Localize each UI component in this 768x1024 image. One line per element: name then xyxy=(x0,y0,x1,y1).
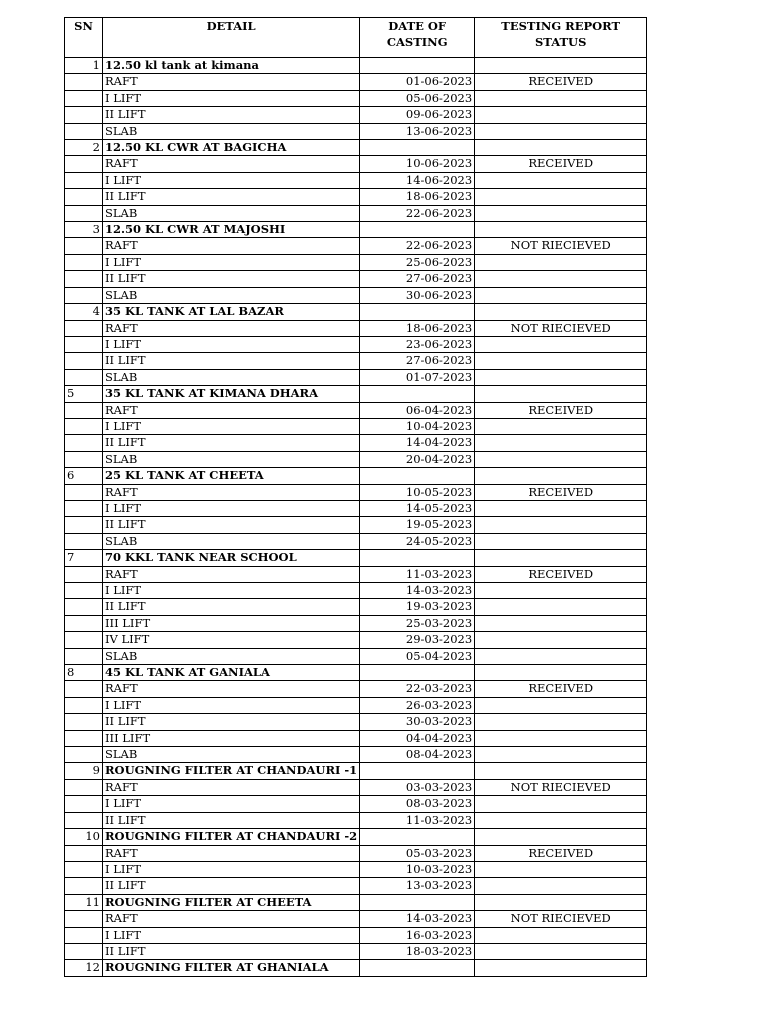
table-row xyxy=(65,878,647,894)
group-header-row xyxy=(65,222,647,238)
status-cell xyxy=(475,418,647,434)
empty-sn-cell xyxy=(65,451,103,467)
empty-sn-cell xyxy=(65,796,103,812)
group-header-row xyxy=(65,829,647,845)
status-cell xyxy=(475,287,647,303)
component-name: RAFT xyxy=(103,779,360,795)
empty-sn-cell xyxy=(65,74,103,90)
component-name: II LIFT xyxy=(103,714,360,730)
empty-date-cell xyxy=(360,763,475,779)
testing-report-status: NOT RIECIEVED xyxy=(475,911,647,927)
status-cell xyxy=(475,107,647,123)
empty-date-cell xyxy=(360,58,475,74)
serial-number: 12 xyxy=(65,960,103,976)
empty-sn-cell xyxy=(65,615,103,631)
status-cell xyxy=(475,861,647,877)
casting-date: 18-06-2023 xyxy=(360,320,475,336)
casting-date: 10-06-2023 xyxy=(360,156,475,172)
component-name: I LIFT xyxy=(103,90,360,106)
casting-date: 23-06-2023 xyxy=(360,336,475,352)
status-cell xyxy=(475,878,647,894)
casting-date: 01-06-2023 xyxy=(360,74,475,90)
casting-date: 09-06-2023 xyxy=(360,107,475,123)
serial-number: 11 xyxy=(65,894,103,910)
status-cell xyxy=(475,615,647,631)
header-date-of-casting: DATE OF CASTING xyxy=(360,18,475,58)
component-name: SLAB xyxy=(103,123,360,139)
casting-date: 05-06-2023 xyxy=(360,90,475,106)
table-row xyxy=(65,353,647,369)
empty-sn-cell xyxy=(65,599,103,615)
casting-date: 16-03-2023 xyxy=(360,927,475,943)
component-name: SLAB xyxy=(103,451,360,467)
component-name: RAFT xyxy=(103,911,360,927)
casting-date: 05-03-2023 xyxy=(360,845,475,861)
table-row xyxy=(65,845,647,861)
component-name: II LIFT xyxy=(103,435,360,451)
empty-sn-cell xyxy=(65,730,103,746)
group-title: 12.50 kl tank at kimana xyxy=(103,58,360,74)
table-row xyxy=(65,484,647,500)
component-name: RAFT xyxy=(103,845,360,861)
component-name: RAFT xyxy=(103,320,360,336)
component-name: RAFT xyxy=(103,566,360,582)
table-row xyxy=(65,402,647,418)
empty-status-cell xyxy=(475,829,647,845)
empty-sn-cell xyxy=(65,123,103,139)
casting-date: 22-06-2023 xyxy=(360,238,475,254)
empty-status-cell xyxy=(475,665,647,681)
table-row xyxy=(65,796,647,812)
table-row xyxy=(65,500,647,516)
serial-number: 6 xyxy=(65,468,103,484)
casting-date: 13-06-2023 xyxy=(360,123,475,139)
status-cell xyxy=(475,812,647,828)
component-name: II LIFT xyxy=(103,943,360,959)
table-row xyxy=(65,943,647,959)
component-name: SLAB xyxy=(103,205,360,221)
component-name: II LIFT xyxy=(103,878,360,894)
casting-date: 03-03-2023 xyxy=(360,779,475,795)
status-cell xyxy=(475,123,647,139)
casting-date: 08-04-2023 xyxy=(360,747,475,763)
empty-status-cell xyxy=(475,468,647,484)
empty-date-cell xyxy=(360,960,475,976)
table-row xyxy=(65,697,647,713)
status-cell xyxy=(475,599,647,615)
group-header-row xyxy=(65,304,647,320)
serial-number: 7 xyxy=(65,550,103,566)
table-row xyxy=(65,632,647,648)
casting-report-table xyxy=(64,17,647,977)
empty-sn-cell xyxy=(65,878,103,894)
casting-date: 30-03-2023 xyxy=(360,714,475,730)
component-name: II LIFT xyxy=(103,189,360,205)
table-row xyxy=(65,435,647,451)
table-row xyxy=(65,681,647,697)
empty-date-cell xyxy=(360,222,475,238)
group-header-row xyxy=(65,140,647,156)
empty-sn-cell xyxy=(65,402,103,418)
empty-status-cell xyxy=(475,550,647,566)
serial-number: 3 xyxy=(65,222,103,238)
empty-sn-cell xyxy=(65,861,103,877)
casting-date: 10-03-2023 xyxy=(360,861,475,877)
empty-date-cell xyxy=(360,550,475,566)
status-cell xyxy=(475,435,647,451)
group-title: 70 KKL TANK NEAR SCHOOL xyxy=(103,550,360,566)
status-cell xyxy=(475,205,647,221)
table-row xyxy=(65,189,647,205)
casting-date: 14-05-2023 xyxy=(360,500,475,516)
table-row xyxy=(65,861,647,877)
table-row xyxy=(65,566,647,582)
table-row xyxy=(65,911,647,927)
empty-date-cell xyxy=(360,829,475,845)
casting-date: 27-06-2023 xyxy=(360,271,475,287)
table-row xyxy=(65,583,647,599)
casting-date: 25-03-2023 xyxy=(360,615,475,631)
casting-date: 04-04-2023 xyxy=(360,730,475,746)
casting-date: 18-06-2023 xyxy=(360,189,475,205)
component-name: RAFT xyxy=(103,156,360,172)
casting-date: 11-03-2023 xyxy=(360,812,475,828)
group-header-row xyxy=(65,960,647,976)
component-name: IV LIFT xyxy=(103,632,360,648)
empty-status-cell xyxy=(475,222,647,238)
status-cell xyxy=(475,336,647,352)
testing-report-status: RECEIVED xyxy=(475,845,647,861)
group-header-row xyxy=(65,58,647,74)
casting-date: 20-04-2023 xyxy=(360,451,475,467)
table-row xyxy=(65,730,647,746)
table-row xyxy=(65,615,647,631)
status-cell xyxy=(475,747,647,763)
status-cell xyxy=(475,583,647,599)
empty-sn-cell xyxy=(65,336,103,352)
empty-sn-cell xyxy=(65,714,103,730)
table-row xyxy=(65,107,647,123)
empty-sn-cell xyxy=(65,418,103,434)
table-row xyxy=(65,418,647,434)
empty-sn-cell xyxy=(65,845,103,861)
table-row xyxy=(65,172,647,188)
status-cell xyxy=(475,90,647,106)
table-row xyxy=(65,205,647,221)
status-cell xyxy=(475,172,647,188)
empty-sn-cell xyxy=(65,90,103,106)
status-cell xyxy=(475,927,647,943)
component-name: I LIFT xyxy=(103,796,360,812)
table-row xyxy=(65,451,647,467)
group-header-row xyxy=(65,763,647,779)
casting-date: 11-03-2023 xyxy=(360,566,475,582)
group-header-row xyxy=(65,550,647,566)
empty-sn-cell xyxy=(65,320,103,336)
table-row xyxy=(65,747,647,763)
component-name: I LIFT xyxy=(103,418,360,434)
status-cell xyxy=(475,533,647,549)
table-row xyxy=(65,156,647,172)
header-sn: SN xyxy=(65,18,103,58)
serial-number: 8 xyxy=(65,665,103,681)
testing-report-status: NOT RIECIEVED xyxy=(475,779,647,795)
component-name: SLAB xyxy=(103,287,360,303)
empty-date-cell xyxy=(360,304,475,320)
casting-date: 22-03-2023 xyxy=(360,681,475,697)
empty-date-cell xyxy=(360,665,475,681)
component-name: SLAB xyxy=(103,648,360,664)
component-name: II LIFT xyxy=(103,107,360,123)
status-cell xyxy=(475,271,647,287)
casting-date: 22-06-2023 xyxy=(360,205,475,221)
table-row xyxy=(65,123,647,139)
testing-report-status: RECEIVED xyxy=(475,566,647,582)
casting-date: 18-03-2023 xyxy=(360,943,475,959)
serial-number: 10 xyxy=(65,829,103,845)
empty-sn-cell xyxy=(65,254,103,270)
group-header-row xyxy=(65,468,647,484)
status-cell xyxy=(475,353,647,369)
group-title: ROUGNING FILTER AT CHANDAURI -2 xyxy=(103,829,360,845)
empty-sn-cell xyxy=(65,353,103,369)
casting-date: 08-03-2023 xyxy=(360,796,475,812)
empty-status-cell xyxy=(475,140,647,156)
status-cell xyxy=(475,648,647,664)
table-row xyxy=(65,74,647,90)
casting-date: 05-04-2023 xyxy=(360,648,475,664)
testing-report-status: RECEIVED xyxy=(475,156,647,172)
component-name: I LIFT xyxy=(103,697,360,713)
status-cell xyxy=(475,451,647,467)
status-cell xyxy=(475,369,647,385)
empty-sn-cell xyxy=(65,697,103,713)
status-cell xyxy=(475,714,647,730)
component-name: RAFT xyxy=(103,402,360,418)
component-name: II LIFT xyxy=(103,812,360,828)
header-row xyxy=(65,18,647,58)
table-row xyxy=(65,812,647,828)
status-cell xyxy=(475,943,647,959)
casting-date: 26-03-2023 xyxy=(360,697,475,713)
empty-sn-cell xyxy=(65,517,103,533)
component-name: II LIFT xyxy=(103,271,360,287)
table-row xyxy=(65,336,647,352)
empty-sn-cell xyxy=(65,435,103,451)
casting-date: 14-04-2023 xyxy=(360,435,475,451)
component-name: SLAB xyxy=(103,747,360,763)
empty-sn-cell xyxy=(65,205,103,221)
empty-sn-cell xyxy=(65,681,103,697)
casting-date: 19-03-2023 xyxy=(360,599,475,615)
serial-number: 5 xyxy=(65,386,103,402)
casting-date: 01-07-2023 xyxy=(360,369,475,385)
header-detail: DETAIL xyxy=(103,18,360,58)
empty-status-cell xyxy=(475,304,647,320)
group-title: ROUGNING FILTER AT CHEETA xyxy=(103,894,360,910)
testing-report-status: RECEIVED xyxy=(475,74,647,90)
empty-date-cell xyxy=(360,140,475,156)
casting-date: 10-05-2023 xyxy=(360,484,475,500)
group-title: ROUGNING FILTER AT CHANDAURI -1 xyxy=(103,763,360,779)
status-cell xyxy=(475,796,647,812)
casting-date: 10-04-2023 xyxy=(360,418,475,434)
serial-number: 9 xyxy=(65,763,103,779)
component-name: SLAB xyxy=(103,369,360,385)
table-body xyxy=(65,58,647,977)
status-cell xyxy=(475,730,647,746)
table-row xyxy=(65,517,647,533)
group-title: 25 KL TANK AT CHEETA xyxy=(103,468,360,484)
table-row xyxy=(65,714,647,730)
testing-report-status: NOT RIECIEVED xyxy=(475,320,647,336)
testing-report-status: NOT RIECIEVED xyxy=(475,238,647,254)
empty-sn-cell xyxy=(65,369,103,385)
table-row xyxy=(65,369,647,385)
group-title: 35 KL TANK AT KIMANA DHARA xyxy=(103,386,360,402)
component-name: RAFT xyxy=(103,484,360,500)
status-cell xyxy=(475,517,647,533)
empty-sn-cell xyxy=(65,189,103,205)
testing-report-status: RECEIVED xyxy=(475,681,647,697)
component-name: I LIFT xyxy=(103,583,360,599)
group-title: 45 KL TANK AT GANIALA xyxy=(103,665,360,681)
empty-sn-cell xyxy=(65,156,103,172)
empty-sn-cell xyxy=(65,500,103,516)
empty-sn-cell xyxy=(65,779,103,795)
status-cell xyxy=(475,254,647,270)
empty-sn-cell xyxy=(65,911,103,927)
table-row xyxy=(65,287,647,303)
component-name: II LIFT xyxy=(103,353,360,369)
serial-number: 2 xyxy=(65,140,103,156)
table-row xyxy=(65,779,647,795)
status-cell xyxy=(475,189,647,205)
empty-sn-cell xyxy=(65,747,103,763)
table-row xyxy=(65,320,647,336)
empty-sn-cell xyxy=(65,648,103,664)
empty-status-cell xyxy=(475,894,647,910)
empty-sn-cell xyxy=(65,943,103,959)
component-name: I LIFT xyxy=(103,927,360,943)
component-name: RAFT xyxy=(103,238,360,254)
empty-date-cell xyxy=(360,894,475,910)
empty-status-cell xyxy=(475,960,647,976)
table-row xyxy=(65,648,647,664)
casting-date: 24-05-2023 xyxy=(360,533,475,549)
casting-date: 27-06-2023 xyxy=(360,353,475,369)
component-name: III LIFT xyxy=(103,730,360,746)
casting-date: 13-03-2023 xyxy=(360,878,475,894)
component-name: RAFT xyxy=(103,74,360,90)
status-cell xyxy=(475,632,647,648)
table-row xyxy=(65,90,647,106)
table-row xyxy=(65,927,647,943)
empty-sn-cell xyxy=(65,566,103,582)
empty-sn-cell xyxy=(65,271,103,287)
table-row xyxy=(65,599,647,615)
table-row xyxy=(65,533,647,549)
casting-date: 06-04-2023 xyxy=(360,402,475,418)
component-name: II LIFT xyxy=(103,517,360,533)
empty-sn-cell xyxy=(65,533,103,549)
group-title: 12.50 KL CWR AT MAJOSHI xyxy=(103,222,360,238)
group-header-row xyxy=(65,386,647,402)
serial-number: 1 xyxy=(65,58,103,74)
component-name: SLAB xyxy=(103,533,360,549)
casting-date: 25-06-2023 xyxy=(360,254,475,270)
testing-report-status: RECEIVED xyxy=(475,484,647,500)
component-name: II LIFT xyxy=(103,599,360,615)
header-testing-report-status: TESTING REPORT STATUS xyxy=(475,18,647,58)
component-name: I LIFT xyxy=(103,861,360,877)
component-name: RAFT xyxy=(103,681,360,697)
table-row xyxy=(65,254,647,270)
group-title: 35 KL TANK AT LAL BAZAR xyxy=(103,304,360,320)
empty-sn-cell xyxy=(65,583,103,599)
empty-sn-cell xyxy=(65,927,103,943)
empty-sn-cell xyxy=(65,484,103,500)
casting-date: 30-06-2023 xyxy=(360,287,475,303)
casting-date: 14-03-2023 xyxy=(360,583,475,599)
empty-sn-cell xyxy=(65,812,103,828)
group-title: ROUGNING FILTER AT GHANIALA xyxy=(103,960,360,976)
group-title: 12.50 KL CWR AT BAGICHA xyxy=(103,140,360,156)
component-name: I LIFT xyxy=(103,172,360,188)
status-cell xyxy=(475,500,647,516)
empty-date-cell xyxy=(360,468,475,484)
empty-sn-cell xyxy=(65,632,103,648)
empty-status-cell xyxy=(475,763,647,779)
group-header-row xyxy=(65,894,647,910)
component-name: I LIFT xyxy=(103,336,360,352)
empty-sn-cell xyxy=(65,287,103,303)
serial-number: 4 xyxy=(65,304,103,320)
empty-status-cell xyxy=(475,386,647,402)
status-cell xyxy=(475,697,647,713)
table-row xyxy=(65,238,647,254)
component-name: I LIFT xyxy=(103,254,360,270)
empty-sn-cell xyxy=(65,238,103,254)
group-header-row xyxy=(65,665,647,681)
component-name: III LIFT xyxy=(103,615,360,631)
table-row xyxy=(65,271,647,287)
casting-date: 19-05-2023 xyxy=(360,517,475,533)
casting-date: 14-03-2023 xyxy=(360,911,475,927)
testing-report-status: RECEIVED xyxy=(475,402,647,418)
casting-date: 29-03-2023 xyxy=(360,632,475,648)
empty-date-cell xyxy=(360,386,475,402)
empty-sn-cell xyxy=(65,107,103,123)
component-name: I LIFT xyxy=(103,500,360,516)
casting-date: 14-06-2023 xyxy=(360,172,475,188)
empty-sn-cell xyxy=(65,172,103,188)
empty-status-cell xyxy=(475,58,647,74)
